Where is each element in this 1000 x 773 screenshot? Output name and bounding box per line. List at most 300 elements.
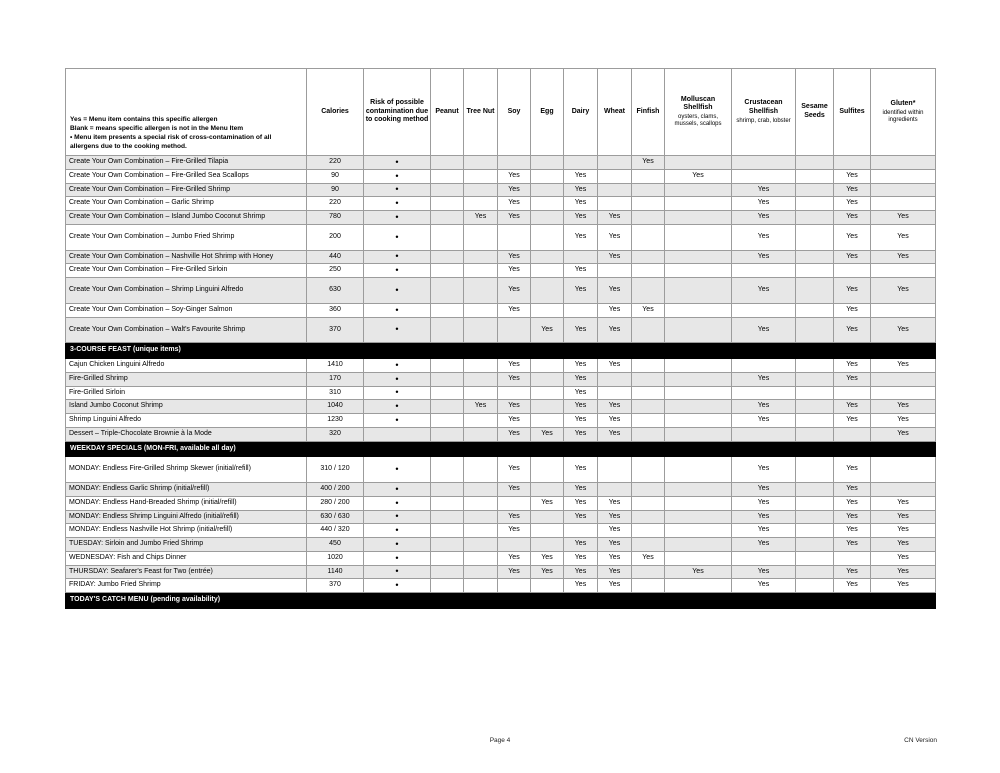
allergen-cell: Yes [732, 278, 796, 304]
column-header-egg: Egg [531, 69, 564, 156]
allergen-cell: Yes [564, 183, 598, 197]
allergen-cell [498, 496, 531, 510]
calories-cell: 400 / 200 [307, 483, 364, 497]
risk-dot-cell: • [364, 303, 431, 317]
allergen-cell [871, 156, 936, 170]
allergen-cell: Yes [564, 579, 598, 593]
allergen-cell: Yes [498, 551, 531, 565]
allergen-cell [464, 483, 498, 497]
menu-item-name: Create Your Own Combination – Shrimp Linguini Alfredo [66, 278, 307, 304]
allergen-cell [834, 427, 871, 441]
allergen-cell [732, 303, 796, 317]
allergen-cell: Yes [564, 565, 598, 579]
allergen-cell [431, 156, 464, 170]
allergen-cell [796, 400, 834, 414]
risk-dot-cell: • [364, 156, 431, 170]
allergen-cell: Yes [871, 400, 936, 414]
allergen-cell [431, 400, 464, 414]
menu-item-name: Create Your Own Combination – Fire-Grilled Tilapia [66, 156, 307, 170]
allergen-cell [531, 457, 564, 483]
allergen-cell [464, 386, 498, 400]
allergen-cell [632, 169, 665, 183]
allergen-cell [796, 496, 834, 510]
section-header-label: WEEKDAY SPECIALS (MON-FRI, available all day) [66, 441, 936, 457]
allergen-cell [665, 457, 732, 483]
allergen-cell: Yes [834, 183, 871, 197]
allergen-cell [732, 359, 796, 373]
allergen-cell: Yes [498, 427, 531, 441]
risk-dot-cell: • [364, 317, 431, 343]
section-header-row [66, 593, 936, 609]
section-header-row [66, 441, 936, 457]
allergen-cell [632, 224, 665, 250]
allergen-cell [431, 264, 464, 278]
allergen-cell: Yes [598, 400, 632, 414]
menu-item-row [66, 250, 936, 264]
menu-item-row [66, 524, 936, 538]
header-row [66, 69, 936, 156]
risk-dot-cell: • [364, 400, 431, 414]
risk-dot-cell: • [364, 510, 431, 524]
allergen-cell [431, 317, 464, 343]
allergen-cell [598, 264, 632, 278]
allergen-cell [598, 483, 632, 497]
allergen-cell [464, 183, 498, 197]
calories-cell: 1020 [307, 551, 364, 565]
menu-item-row [66, 264, 936, 278]
menu-item-row [66, 317, 936, 343]
allergen-cell: Yes [732, 510, 796, 524]
allergen-cell: Yes [564, 224, 598, 250]
allergen-cell [564, 303, 598, 317]
menu-item-name: Create Your Own Combination – Fire-Grilled Sirloin [66, 264, 307, 278]
menu-item-row [66, 427, 936, 441]
menu-item-name: Cajun Chicken Linguini Alfredo [66, 359, 307, 373]
menu-item-row [66, 457, 936, 483]
calories-cell: 200 [307, 224, 364, 250]
allergen-cell [796, 457, 834, 483]
menu-item-row [66, 400, 936, 414]
menu-item-name: Fire-Grilled Sirloin [66, 386, 307, 400]
allergen-cell [464, 250, 498, 264]
calories-cell: 1140 [307, 565, 364, 579]
risk-dot-cell: • [364, 372, 431, 386]
allergen-cell [464, 427, 498, 441]
allergen-cell [834, 156, 871, 170]
allergen-cell [871, 386, 936, 400]
allergen-cell: Yes [564, 496, 598, 510]
allergen-cell [464, 414, 498, 428]
allergen-cell [796, 211, 834, 225]
allergen-cell [796, 303, 834, 317]
allergen-cell: Yes [834, 250, 871, 264]
allergen-cell: Yes [732, 538, 796, 552]
column-header-dairy: Dairy [564, 69, 598, 156]
allergen-cell: Yes [834, 211, 871, 225]
allergen-cell: Yes [598, 538, 632, 552]
allergen-cell: Yes [871, 565, 936, 579]
allergen-cell [431, 197, 464, 211]
risk-dot-cell: • [364, 359, 431, 373]
allergen-cell [796, 538, 834, 552]
allergen-cell: Yes [732, 496, 796, 510]
allergen-cell [871, 372, 936, 386]
allergen-cell: Yes [871, 524, 936, 538]
column-header-sulfites: Sulfites [834, 69, 871, 156]
allergen-cell: Yes [564, 457, 598, 483]
risk-dot-cell: • [364, 483, 431, 497]
risk-dot-cell: • [364, 250, 431, 264]
allergen-cell [531, 579, 564, 593]
allergen-cell [632, 183, 665, 197]
allergen-cell: Yes [834, 457, 871, 483]
legend-line-bullet: • Menu item presents a special risk of cross-contamination of all allergens due to the cooking method. [70, 134, 272, 151]
allergen-cell [464, 457, 498, 483]
allergen-cell [564, 156, 598, 170]
allergen-cell: Yes [732, 224, 796, 250]
allergen-cell: Yes [498, 524, 531, 538]
allergen-cell: Yes [834, 303, 871, 317]
calories-cell: 360 [307, 303, 364, 317]
allergen-cell [665, 372, 732, 386]
allergen-cell [632, 414, 665, 428]
allergen-cell [531, 414, 564, 428]
allergen-cell: Yes [871, 427, 936, 441]
allergen-cell [665, 386, 732, 400]
allergen-cell [431, 579, 464, 593]
menu-item-name: WEDNESDAY: Fish and Chips Dinner [66, 551, 307, 565]
calories-cell: 310 / 120 [307, 457, 364, 483]
menu-item-name: MONDAY: Endless Shrimp Linguini Alfredo (initial/refill) [66, 510, 307, 524]
allergen-cell: Yes [732, 183, 796, 197]
allergen-cell: Yes [564, 483, 598, 497]
allergen-cell [665, 224, 732, 250]
allergen-cell: Yes [732, 197, 796, 211]
calories-cell: 310 [307, 386, 364, 400]
allergen-cell [564, 250, 598, 264]
allergen-cell: Yes [498, 359, 531, 373]
menu-item-row [66, 386, 936, 400]
menu-item-row [66, 538, 936, 552]
allergen-cell [871, 169, 936, 183]
allergen-cell: Yes [531, 427, 564, 441]
menu-item-row [66, 579, 936, 593]
column-header-sesame-seeds: Sesame Seeds [796, 69, 834, 156]
column-header-tree-nut: Tree Nut [464, 69, 498, 156]
allergen-cell: Yes [871, 224, 936, 250]
allergen-cell [431, 386, 464, 400]
allergen-cell [732, 551, 796, 565]
allergen-cell: Yes [598, 565, 632, 579]
allergen-cell [531, 250, 564, 264]
allergen-cell [464, 565, 498, 579]
allergen-cell: Yes [598, 224, 632, 250]
allergen-cell: Yes [834, 510, 871, 524]
calories-cell: 370 [307, 579, 364, 593]
calories-cell: 220 [307, 156, 364, 170]
allergen-cell [632, 565, 665, 579]
allergen-cell [665, 510, 732, 524]
allergen-cell: Yes [598, 551, 632, 565]
allergen-cell [531, 510, 564, 524]
risk-dot-cell: • [364, 496, 431, 510]
risk-dot-cell: • [364, 386, 431, 400]
allergen-cell [632, 427, 665, 441]
allergen-cell [665, 317, 732, 343]
allergen-cell [665, 359, 732, 373]
menu-item-row [66, 303, 936, 317]
allergen-cell [431, 483, 464, 497]
allergen-cell [796, 156, 834, 170]
allergen-cell [632, 211, 665, 225]
allergen-cell [531, 224, 564, 250]
allergen-cell [665, 156, 732, 170]
allergen-cell: Yes [564, 386, 598, 400]
allergen-cell [871, 303, 936, 317]
allergen-cell: Yes [834, 372, 871, 386]
menu-item-row [66, 183, 936, 197]
menu-item-row [66, 169, 936, 183]
menu-item-name: Fire-Grilled Shrimp [66, 372, 307, 386]
allergen-cell [531, 400, 564, 414]
allergen-cell: Yes [871, 250, 936, 264]
section-header-label: TODAY'S CATCH MENU (pending availability) [66, 593, 936, 609]
allergen-cell [531, 538, 564, 552]
allergen-cell [431, 510, 464, 524]
allergen-cell: Yes [564, 359, 598, 373]
allergen-cell: Yes [871, 278, 936, 304]
allergen-cell [464, 538, 498, 552]
allergen-cell: Yes [564, 427, 598, 441]
allergen-cell: Yes [632, 156, 665, 170]
allergen-cell [834, 551, 871, 565]
allergen-cell [796, 224, 834, 250]
allergen-cell: Yes [834, 483, 871, 497]
allergen-cell [796, 565, 834, 579]
allergen-cell [531, 211, 564, 225]
calories-cell: 450 [307, 538, 364, 552]
allergen-cell [796, 250, 834, 264]
allergen-cell [796, 386, 834, 400]
allergen-cell [665, 496, 732, 510]
allergen-cell: Yes [732, 372, 796, 386]
allergen-cell: Yes [564, 169, 598, 183]
calories-cell: 370 [307, 317, 364, 343]
menu-item-row [66, 483, 936, 497]
allergen-cell: Yes [732, 483, 796, 497]
allergen-cell: Yes [871, 496, 936, 510]
risk-dot-cell: • [364, 169, 431, 183]
allergen-cell [871, 483, 936, 497]
allergen-cell [431, 427, 464, 441]
allergen-cell: Yes [871, 551, 936, 565]
allergen-cell: Yes [732, 400, 796, 414]
allergen-cell: Yes [834, 524, 871, 538]
allergen-cell [834, 264, 871, 278]
allergen-cell: Yes [498, 211, 531, 225]
menu-item-row [66, 197, 936, 211]
allergen-cell: Yes [871, 510, 936, 524]
allergen-cell [796, 372, 834, 386]
allergen-cell: Yes [834, 496, 871, 510]
allergen-cell: Yes [598, 303, 632, 317]
allergen-cell: Yes [564, 317, 598, 343]
risk-dot-cell: • [364, 457, 431, 483]
allergen-cell: Yes [732, 414, 796, 428]
allergen-cell [665, 183, 732, 197]
allergen-cell: Yes [498, 372, 531, 386]
calories-cell: 630 [307, 278, 364, 304]
allergen-cell: Yes [564, 400, 598, 414]
allergen-cell [431, 551, 464, 565]
allergen-cell [796, 359, 834, 373]
allergen-cell: Yes [598, 510, 632, 524]
allergen-cell [464, 278, 498, 304]
allergen-cell [665, 538, 732, 552]
allergen-cell [431, 372, 464, 386]
allergen-cell [531, 264, 564, 278]
allergen-cell: Yes [498, 400, 531, 414]
allergen-cell: Yes [498, 303, 531, 317]
allergen-cell [632, 386, 665, 400]
allergen-cell: Yes [598, 579, 632, 593]
allergen-cell [796, 427, 834, 441]
menu-item-name: Create Your Own Combination – Fire-Grilled Shrimp [66, 183, 307, 197]
allergen-cell [431, 278, 464, 304]
allergen-cell: Yes [834, 400, 871, 414]
menu-item-name: MONDAY: Endless Garlic Shrimp (initial/refill) [66, 483, 307, 497]
allergen-cell [431, 303, 464, 317]
allergen-cell: Yes [732, 250, 796, 264]
allergen-cell: Yes [564, 197, 598, 211]
menu-item-name: MONDAY: Endless Nashville Hot Shrimp (initial/refill) [66, 524, 307, 538]
allergen-cell: Yes [834, 565, 871, 579]
allergen-cell: Yes [498, 169, 531, 183]
allergen-cell: Yes [464, 400, 498, 414]
legend-cell [66, 69, 307, 156]
allergen-cell: Yes [834, 197, 871, 211]
menu-item-row [66, 565, 936, 579]
allergen-cell [598, 156, 632, 170]
column-header-wheat: Wheat [598, 69, 632, 156]
menu-item-row [66, 359, 936, 373]
allergen-cell [796, 278, 834, 304]
menu-item-name: Create Your Own Combination – Jumbo Fried Shrimp [66, 224, 307, 250]
column-header-gluten: Gluten* identified within ingredients [871, 69, 936, 156]
allergen-cell: Yes [564, 538, 598, 552]
allergen-cell: Yes [834, 317, 871, 343]
allergen-cell [464, 169, 498, 183]
allergen-cell [665, 400, 732, 414]
allergen-cell: Yes [564, 510, 598, 524]
allergen-cell [464, 156, 498, 170]
allergen-cell [498, 579, 531, 593]
version-label: CN Version [904, 737, 937, 744]
allergen-cell [665, 211, 732, 225]
allergen-cell [531, 303, 564, 317]
allergen-cell: Yes [564, 264, 598, 278]
allergen-cell [598, 169, 632, 183]
allergen-cell: Yes [564, 551, 598, 565]
allergen-table-body [66, 156, 936, 609]
allergen-cell: Yes [665, 169, 732, 183]
allergen-cell [464, 551, 498, 565]
risk-dot-cell [364, 427, 431, 441]
allergen-cell: Yes [498, 457, 531, 483]
allergen-cell: Yes [598, 359, 632, 373]
allergen-cell: Yes [871, 359, 936, 373]
menu-item-name: Create Your Own Combination – Fire-Grilled Sea Scallops [66, 169, 307, 183]
allergen-cell [464, 496, 498, 510]
allergen-cell: Yes [834, 538, 871, 552]
menu-item-name: Create Your Own Combination – Island Jumbo Coconut Shrimp [66, 211, 307, 225]
allergen-cell [632, 264, 665, 278]
allergen-cell: Yes [464, 211, 498, 225]
allergen-cell [598, 183, 632, 197]
calories-cell: 170 [307, 372, 364, 386]
allergen-cell: Yes [598, 524, 632, 538]
allergen-cell [632, 579, 665, 593]
allergen-cell [632, 197, 665, 211]
allergen-cell [732, 264, 796, 278]
allergen-cell [796, 551, 834, 565]
allergen-cell: Yes [732, 579, 796, 593]
allergen-cell [732, 169, 796, 183]
risk-dot-cell: • [364, 414, 431, 428]
allergen-cell [598, 372, 632, 386]
allergen-cell: Yes [498, 250, 531, 264]
allergen-cell: Yes [564, 414, 598, 428]
allergen-cell: Yes [834, 414, 871, 428]
allergen-cell [598, 197, 632, 211]
allergen-cell: Yes [871, 579, 936, 593]
risk-dot-cell: • [364, 211, 431, 225]
allergen-cell [464, 579, 498, 593]
column-subtitle: identified within ingredients [882, 109, 924, 123]
allergen-cell [464, 303, 498, 317]
menu-item-name: Island Jumbo Coconut Shrimp [66, 400, 307, 414]
allergen-cell [531, 156, 564, 170]
allergen-cell [796, 169, 834, 183]
allergen-cell [632, 510, 665, 524]
allergen-cell [665, 303, 732, 317]
allergen-cell: Yes [498, 565, 531, 579]
allergen-cell: Yes [498, 483, 531, 497]
calories-cell: 440 [307, 250, 364, 264]
allergen-cell [632, 372, 665, 386]
risk-dot-cell: • [364, 538, 431, 552]
allergen-cell [632, 250, 665, 264]
calories-cell: 90 [307, 169, 364, 183]
allergen-cell: Yes [598, 317, 632, 343]
risk-dot-cell: • [364, 278, 431, 304]
column-header-molluscan-shellfish: Molluscan Shellfish oysters, clams, mussels, scallops [665, 69, 732, 156]
allergen-cell [796, 510, 834, 524]
legend-line-blank: Blank = means specific allergen is not in the Menu Item [70, 125, 244, 133]
allergen-cell [632, 317, 665, 343]
allergen-cell: Yes [598, 211, 632, 225]
allergen-cell [431, 524, 464, 538]
allergen-cell: Yes [498, 414, 531, 428]
allergen-cell [498, 538, 531, 552]
allergen-cell: Yes [871, 211, 936, 225]
allergen-cell [732, 427, 796, 441]
allergen-cell [464, 524, 498, 538]
allergen-cell [464, 197, 498, 211]
allergen-cell [431, 169, 464, 183]
menu-item-row [66, 551, 936, 565]
column-header-calories: Calories [307, 69, 364, 156]
